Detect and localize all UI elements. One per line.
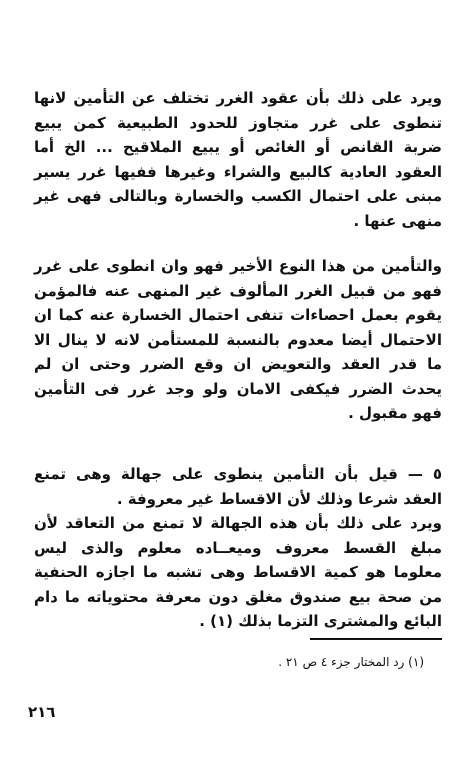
page-number: ٢١٦ [28,703,56,721]
paragraph-point-5-ignorance: ٥ — قيل بأن التأمين ينطوى على جهالة وهى تمنع العقد شرعا وذلك لأن الاقساط غير معروفة . [34,465,442,508]
footnote: (١) رد المختار جزء ٤ ص ٢١ . [278,655,424,669]
paragraph-ignorance-rebuttal: ويرد على ذلك بأن هذه الجهالة لا تمنع من التعاقد لأن مبلغ القسط معروف وميعــاده معلوم والذى ليس معلوما هو كمية الاقساط وهى تشبه ما اجازه الحنفية من صحة بيع صندوق مغلق دون معرفة محتوياته ما دام البائع والمشترى التزما بذلك (١) . [34,514,442,630]
paragraph-insurance-familiar-gharar: والتأمين من هذا النوع الأخير فهو وان انطوى على غرر فهو من قبيل الغرر المألوف غير المنهى عنه فالمؤمن يقوم بعمل احصاءات تنفى احتمال الخسارة عنه كما ان الاحتمال أيضا معدوم بالنسبة للمستأمن لانه لا ينال الا ما قدر العقد والتعويض ان وقع الضرر وحتى ان لم يحدث الضرر فيكفى الامان ولو وجد غرر فى التأمين فهو مقبول . [34,257,442,422]
footnote-divider [310,638,442,640]
paragraph-gharar-contracts: ويرد على ذلك بأن عقود الغرر تختلف عن التأمين لانها تنطوى على غرر متجاوز للحدود الطبيعية كمن يبيع ضربة القانص أو الغائص أو يبيع الملاقيح ... الخ أما العقود العادية كالبيع والشراء وغيرها ففيها غرر يسير مبنى على احتمال الكسب والخسارة وبالتالى فهى غير منهى عنها . [34,89,442,230]
